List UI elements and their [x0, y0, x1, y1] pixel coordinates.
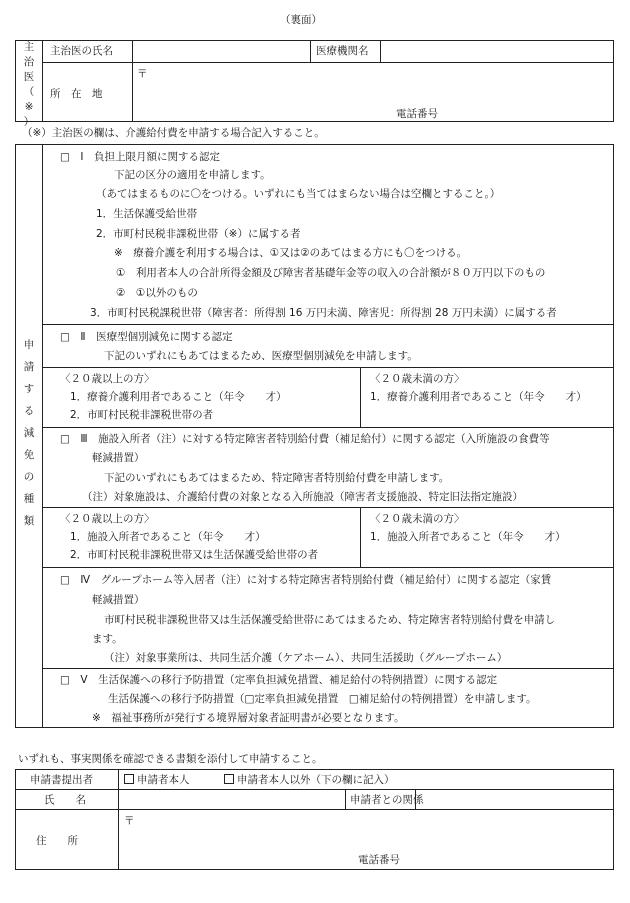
section-1-sub2[interactable]: ② ①以外のもの [116, 287, 198, 299]
reduction-side-label: 申 請 す る 減 免 の 種 類 [23, 339, 35, 527]
doctor-phone-field[interactable] [450, 104, 610, 120]
section-1-item2[interactable]: 2．市町村民税非課税世帯（※）に属する者 [96, 228, 301, 240]
section-3-title[interactable]: □ Ⅲ 施設入所者（注）に対する特定障害者特別給付費（補足給付）に関する認定（入所施設の食費等 [60, 433, 550, 445]
section-1-note: ※ 療養介護を利用する場合は、①又は②のあてはまる方にも〇をつける。 [114, 247, 468, 259]
section-1-title[interactable]: □ Ⅰ 負担上限月額に関する認定 [60, 151, 221, 163]
checkbox-icon [124, 774, 134, 784]
section-5-note: ※ 福祉事務所が発行する境界層対象者証明書が必要となります。 [92, 712, 405, 724]
section-3-left-item2[interactable]: 2．市町村民税非課税世帯又は生活保護受給世帯の者 [70, 549, 319, 561]
section-5-line1[interactable]: 生活保護への移行予防措置（□定率負担減免措置 □補足給付の特例措置）を申請します。 [108, 693, 537, 705]
section-4-line2: ます。 [92, 633, 123, 645]
relation-label: 申請者との関係 [350, 794, 424, 806]
doctor-phone-label: 電話番号 [396, 108, 438, 120]
checkbox-icon [224, 774, 234, 784]
section-4-title2: 軽減措置） [92, 594, 145, 606]
section-1-line2: （あてはまるものに〇をつける。いずれにも当てはまらない場合は空欄とすること。） [96, 188, 501, 200]
section-3-right-head: 〈２０歳未満の方〉 [370, 513, 465, 525]
section-3-left-item1[interactable]: 1．施設入所者であること（年令 才） [70, 531, 266, 543]
section-1-line1: 下記の区分の適用を申請します。 [114, 169, 271, 181]
section-3-line1: 下記のいずれにもあてはまるため、特定障害者特別給付費を申請します。 [104, 472, 450, 484]
submitter-option-other[interactable]: 申請者本人以外（下の欄に記入） [224, 773, 395, 787]
section-1-item3[interactable]: 3．市町村民税課税世帯（障害者：所得割 16 万円未満、障害児：所得割 28 万円未満）に属する者 [90, 307, 557, 319]
section-2-left-item2[interactable]: 2．市町村民税非課税世帯の者 [70, 409, 214, 421]
section-2-left-item1[interactable]: 1．療養介護利用者であること（年令 才） [70, 391, 287, 403]
doctor-name-field[interactable] [134, 42, 308, 61]
institution-field[interactable] [382, 42, 611, 61]
section-3-note: （注）対象施設は、介護給付費の対象となる入所施設（障害者支援施設、特定旧法指定施設） [82, 491, 523, 503]
attach-note: いずれも、事実関係を確認できる書類を添付して申請すること。 [18, 753, 323, 765]
section-3-right-item1[interactable]: 1．施設入所者であること（年令 才） [370, 531, 566, 543]
section-2-left-head: 〈２０歳以上の方〉 [60, 373, 155, 385]
relation-field[interactable] [417, 791, 611, 808]
page-header: （裏面） [280, 14, 322, 26]
doctor-postal-mark: 〒 [137, 68, 148, 80]
submitter-name-field[interactable] [120, 791, 343, 808]
doctor-note: （※）主治医の欄は、介護給付費を申請する場合記入すること。 [22, 127, 325, 139]
section-4-line1: 市町村民税非課税世帯又は生活保護受給世帯にあてはまるため、特定障害者特別給付費を申請し [104, 614, 556, 626]
section-3-title2: 軽減措置） [92, 452, 145, 464]
doctor-side-label: 主 治 医 （ ※ ） [23, 41, 35, 128]
section-1-item1[interactable]: 1．生活保護受給世帯 [96, 208, 198, 220]
submitter-option-self[interactable]: 申請者本人 [124, 773, 190, 787]
section-4-note: （注）対象事業所は、共同生活介護（ケアホーム）、共同生活援助（グループホーム） [104, 652, 508, 664]
submitter-phone-field[interactable] [412, 851, 610, 867]
submitter-address-label: 住 所 [36, 835, 78, 847]
submitter-name-label: 氏 名 [44, 794, 86, 806]
section-3-left-head: 〈２０歳以上の方〉 [60, 513, 155, 525]
submitter-postal-mark: 〒 [124, 815, 135, 827]
section-5-title[interactable]: □ Ⅴ 生活保護への移行予防措置（定率負担減免措置、補足給付の特例措置）に関する認定 [60, 674, 498, 686]
doctor-address-label: 所 在 地 [50, 88, 103, 100]
submitter-address-field[interactable] [120, 811, 611, 849]
submitter-label: 申請書提出者 [30, 774, 93, 786]
section-1-sub1[interactable]: ① 利用者本人の合計所得金額及び障害者基礎年金等の収入の合計額が８０万円以下のもの [116, 267, 546, 279]
section-2-title[interactable]: □ Ⅱ 医療型個別減免に関する認定 [60, 331, 233, 343]
section-2-right-item1[interactable]: 1．療養介護利用者であること（年令 才） [370, 391, 587, 403]
section-2-right-head: 〈２０歳未満の方〉 [370, 373, 465, 385]
institution-label: 医療機関名 [316, 45, 369, 57]
submitter-phone-label: 電話番号 [358, 854, 400, 866]
section-2-line1: 下記のいずれにもあてはまるため、医療型個別減免を申請します。 [104, 350, 418, 362]
section-4-title[interactable]: □ Ⅳ グループホーム等入居者（注）に対する特定障害者特別給付費（補足給付）に関する認定（家賃 [60, 574, 552, 586]
doctor-address-field[interactable] [134, 64, 611, 102]
doctor-name-label: 主治医の氏名 [50, 45, 113, 57]
